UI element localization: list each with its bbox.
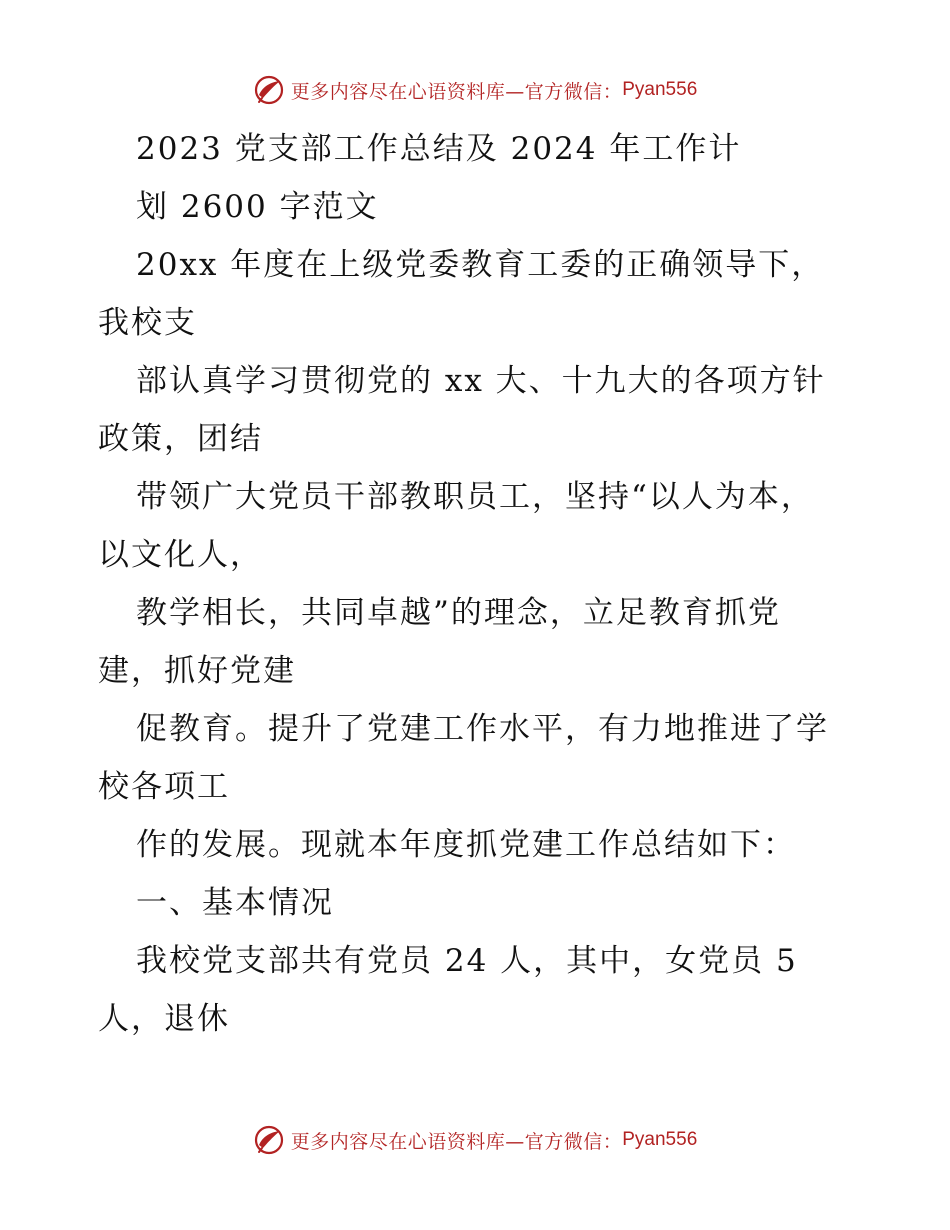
watermark-text: 更多内容尽在心语资料库—官方微信： [290,1130,623,1153]
document-body [98,120,858,1048]
text-line: 一、基本情况 [136,885,334,921]
text-line: 20xx 年度在上级党委教育工委的正确领导下， [136,247,825,283]
text-line: 部认真学习贯彻党的 xx 大、十九大的各项方针 [136,363,826,399]
text-line: 以文化人， [98,537,263,573]
footer-watermark [0,1120,950,1160]
text-line: 教学相长，共同卓越”的理念，立足教育抓党 [136,595,781,631]
text-line: 人，退休 [98,1001,230,1037]
pen-logo-icon [253,74,285,106]
watermark-wechat-id: Pyan556 [622,1129,698,1150]
text-line: 建，抓好党建 [98,653,296,689]
text-line: 划 2600 字范文 [136,189,379,225]
text-line: 政策，团结 [98,421,263,457]
text-line: 我校党支部共有党员 24 人，其中，女党员 5 [136,943,798,979]
text-line: 我校支 [98,305,197,341]
text-line: 作的发展。现就本年度抓党建工作总结如下： [136,827,796,863]
pen-logo-icon [253,1124,285,1156]
header-watermark [0,70,950,110]
text-line: 带领广大党员干部教职员工，坚持“以人为本， [136,479,814,515]
text-line: 2023 党支部工作总结及 2024 年工作计 [136,131,742,167]
text-line: 促教育。提升了党建工作水平，有力地推进了学 [136,711,829,747]
watermark-wechat-id: Pyan556 [622,79,698,100]
text-line: 校各项工 [98,769,230,805]
watermark-text: 更多内容尽在心语资料库—官方微信： [290,80,623,103]
